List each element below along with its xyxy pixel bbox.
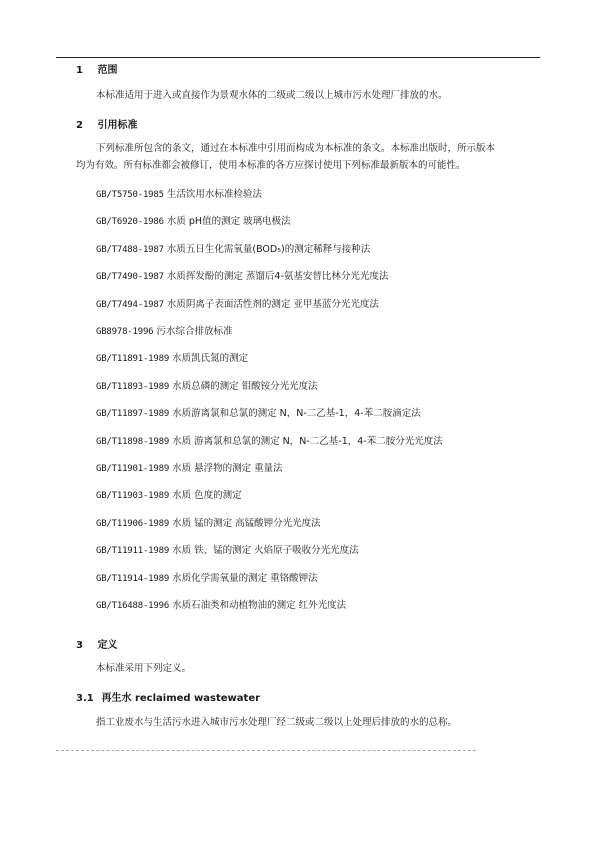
section-3-1-heading: 3.1 再生水 reclaimed wastewater (76, 693, 261, 704)
reference-code: GB/T7488-1987 (96, 244, 164, 255)
reference-title: 水质 铁、锰的测定 火焰原子吸收分光光度法 (172, 545, 359, 557)
reference-title: 水质 游离氯和总氯的测定 N，N-二乙基-1，4-苯二胺分光光度法 (172, 435, 443, 447)
reference-item (96, 405, 421, 419)
reference-item (96, 241, 370, 255)
footer-rule (56, 750, 476, 751)
reference-code: GB/T11893-1989 (96, 381, 170, 392)
reference-title: 污水综合排放标准 (156, 326, 233, 337)
reference-code: GB/T11903-1989 (96, 491, 170, 502)
reference-code: GB/T11897-1989 (96, 409, 170, 420)
reference-title: 水质 锰的测定 高锰酸钾分光光度法 (172, 517, 321, 529)
section-3-text: 本标准采用下列定义。 (96, 663, 192, 674)
reference-item (96, 570, 318, 584)
reference-title: 水质化学需氧量的测定 重铬酸钾法 (172, 572, 318, 584)
reference-title: 水质总磷的测定 钼酸铵分光光度法 (172, 380, 318, 392)
reference-item (96, 350, 248, 364)
reference-item (96, 186, 262, 200)
header-rule (56, 57, 540, 58)
reference-code: GB/T11906-1989 (96, 518, 170, 529)
reference-code: GB/T11901-1989 (96, 464, 170, 474)
reference-title: 水质游离氯和总氯的测定 N，N-二乙基-1，4-苯二胺滴定法 (172, 408, 421, 420)
section-2-intro-line-2: 均为有效。所有标准都会被修订，使用本标准的各方应探讨使用下列标准最新版本的可能性。 (76, 160, 466, 171)
section-1-heading: 1 范围 (76, 65, 118, 76)
reference-code: GB/T11911-1989 (96, 546, 170, 557)
reference-title: 生活饮用水标准检验法 (166, 189, 262, 200)
reference-title: 水质 色度的测定 (172, 490, 242, 502)
reference-title: 水质凯氏氮的测定 (172, 353, 249, 365)
section-2-heading: 2 引用标准 (76, 120, 138, 131)
section-3-1-text: 指工业废水与生活污水进入城市污水处理厂经二级或二级以上处理后排放的水的总称。 (96, 717, 458, 728)
section-3-heading: 3 定义 (76, 640, 118, 651)
reference-item (96, 487, 242, 501)
reference-code: GB8978-1996 (96, 327, 154, 337)
reference-code: GB/T11914-1989 (96, 573, 170, 584)
reference-item (96, 433, 443, 447)
reference-item (96, 460, 283, 474)
section-2-intro-line-1: 下列标准所包含的条文，通过在本标准中引用而构成为本标准的条文。本标准出版时，所示版本 (96, 143, 496, 154)
reference-title: 水质挥发酚的测定 蒸馏后4-氨基安替比林分光光度法 (166, 271, 389, 283)
reference-title: 水质 悬浮物的测定 重量法 (172, 463, 283, 474)
reference-item (96, 213, 291, 227)
reference-item (96, 597, 346, 611)
reference-code: GB/T7490-1987 (96, 272, 164, 283)
reference-title: 水质石油类和动植物油的测定 红外光度法 (172, 600, 347, 611)
reference-code: GB/T6920-1986 (96, 217, 164, 228)
reference-code: GB/T11891-1989 (96, 354, 170, 365)
reference-title: 水质阴离子表面活性剂的测定 亚甲基蓝分光光度法 (166, 298, 379, 310)
reference-item (96, 323, 232, 337)
reference-code: GB/T11898-1989 (96, 436, 170, 447)
reference-item (96, 268, 388, 282)
reference-item (96, 296, 379, 310)
reference-title: 水质五日生化需氧量(BOD₅)的测定稀释与接种法 (166, 243, 371, 255)
reference-item (96, 378, 318, 392)
reference-item (96, 542, 359, 556)
reference-code: GB/T7494-1987 (96, 299, 164, 310)
section-1-text: 本标准适用于进入或直接作为景观水体的二级或二级以上城市污水处理厂排放的水。 (96, 90, 448, 101)
reference-code: GB/T16488-1996 (96, 601, 170, 611)
reference-title: 水质 pH值的测定 玻璃电极法 (166, 216, 291, 228)
reference-code: GB/T5750-1985 (96, 190, 164, 200)
reference-item (96, 515, 321, 529)
